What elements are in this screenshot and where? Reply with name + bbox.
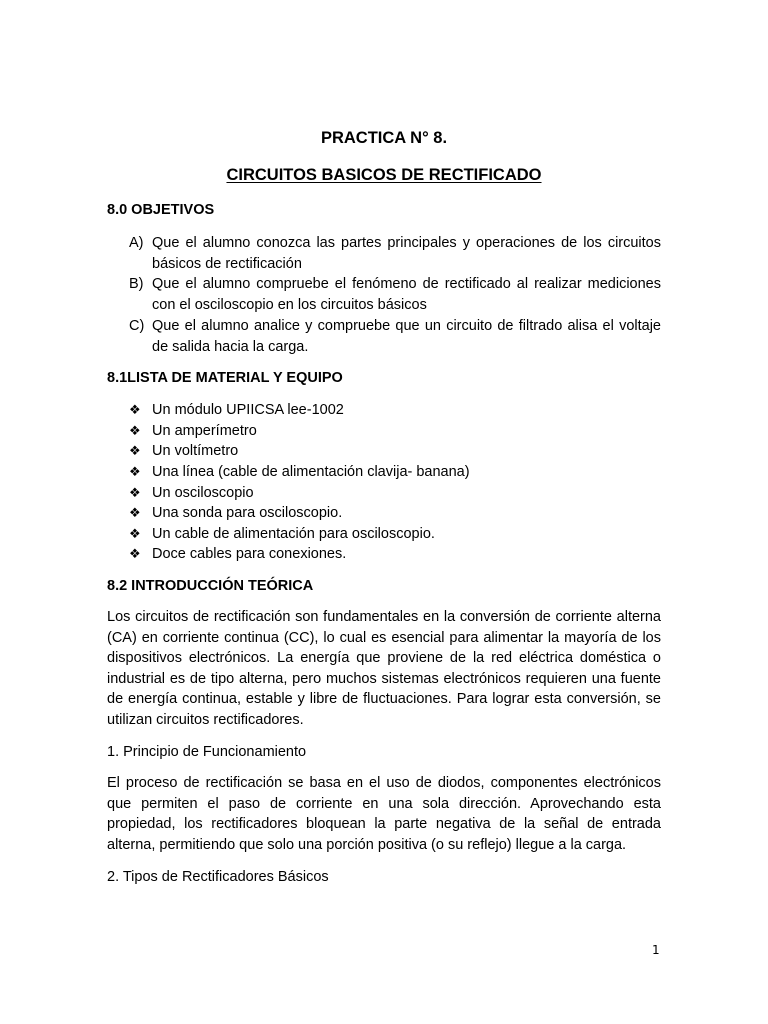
material-text: Una línea (cable de alimentación clavija- banana) — [152, 464, 470, 480]
objective-marker: C) — [129, 317, 145, 334]
material-text: Un amperímetro — [152, 422, 257, 439]
material-item — [107, 544, 661, 565]
materials-list — [107, 400, 661, 565]
material-item — [107, 400, 661, 421]
objectives-list — [107, 233, 661, 357]
material-text: Una sonda para osciloscopio. — [152, 505, 343, 522]
intro-subheading-1: 1. Principio de Funcionamiento — [107, 743, 307, 760]
material-item — [107, 462, 661, 483]
objective-item — [107, 316, 661, 357]
objectives-heading: 8.0 OBJETIVOS — [107, 202, 215, 218]
intro-subheading-2: 2. Tipos de Rectificadores Básicos — [107, 868, 329, 885]
objective-marker: A) — [129, 235, 144, 251]
material-text: Doce cables para conexiones. — [152, 546, 347, 563]
practice-subtitle: CIRCUITOS BASICOS DE RECTIFICADO — [226, 166, 542, 184]
diamond-bullet-icon: ❖ — [129, 422, 141, 438]
material-item — [107, 483, 661, 504]
diamond-bullet-icon: ❖ — [129, 525, 141, 541]
material-item — [107, 421, 661, 442]
page-content — [107, 126, 661, 887]
material-item — [107, 503, 661, 524]
diamond-bullet-icon: ❖ — [129, 505, 141, 521]
objective-text: Que el alumno conozca las partes principales y operaciones de los circuitos básicos de rectificación — [152, 235, 661, 272]
page-number: 1 — [652, 943, 660, 957]
diamond-bullet-icon: ❖ — [129, 464, 141, 479]
objective-marker: B) — [129, 276, 144, 293]
objective-text: Que el alumno analice y compruebe que un circuito de filtrado alisa el voltaje de salida hacia la carga. — [152, 317, 661, 355]
practice-title: PRACTICA N° 8. — [320, 129, 448, 147]
intro-heading: 8.2 INTRODUCCIÓN TEÓRICA — [107, 577, 314, 594]
material-text: Un cable de alimentación para osciloscopio. — [152, 525, 435, 542]
intro-paragraph-2: El proceso de rectificación se basa en el uso de diodos, componentes electrónicos que permiten el paso de corriente en una sola dirección. Aprovechando esta propiedad, los rectificadores bloquean la parte negativa de la señal de entrada alterna, permitiendo que solo una porción positiva (o su reflejo) llegue a la carga. — [107, 775, 661, 853]
objective-item — [107, 274, 661, 315]
intro-paragraph-1: Los circuitos de rectificación son fundamentales en la conversión de corriente alterna (CA) en corriente continua (CC), lo cual es esencial para alimentar la mayoría de los dispositivos electrónicos. La energía que proviene de la red eléctrica doméstica o industrial es de tipo alterna, pero muchos sistemas electrónicos requieren una fuente de energía continua, estable y libre de fluctuaciones. Para lograr esta conversión, se utilizan circuitos rectificadores. — [107, 608, 661, 728]
diamond-bullet-icon: ❖ — [129, 484, 141, 500]
material-text: Un voltímetro — [152, 443, 239, 460]
materials-heading: 8.1LISTA DE MATERIAL Y EQUIPO — [107, 370, 343, 387]
material-text: Un osciloscopio — [152, 484, 254, 501]
material-item — [107, 524, 661, 545]
material-item — [107, 441, 661, 462]
diamond-bullet-icon: ❖ — [129, 546, 141, 562]
objective-item — [107, 233, 661, 274]
diamond-bullet-icon: ❖ — [129, 402, 141, 418]
material-text: Un módulo UPIICSA lee-1002 — [152, 402, 344, 419]
diamond-bullet-icon: ❖ — [129, 443, 141, 459]
objective-text: Que el alumno compruebe el fenómeno de rectificado al realizar mediciones con el osciloscopio en los circuitos básicos — [152, 276, 661, 314]
